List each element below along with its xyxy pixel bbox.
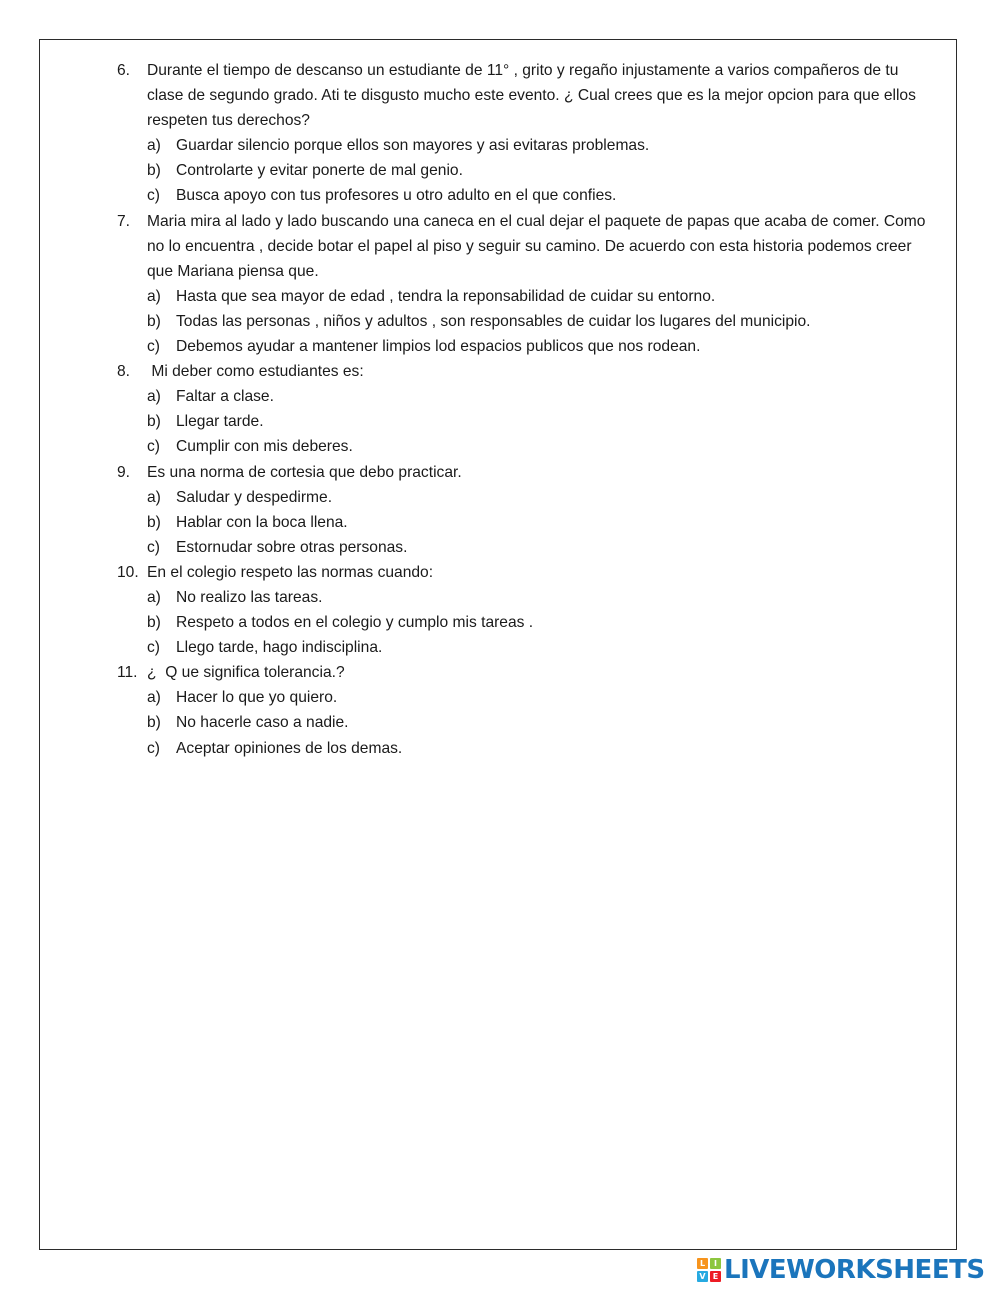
- question-11: [117, 660, 937, 760]
- answer-option[interactable]: [147, 610, 937, 635]
- option-text: Debemos ayudar a mantener limpios lod espacios publicos que nos rodean.: [176, 338, 701, 356]
- logo-tile: V: [697, 1271, 708, 1282]
- option-text: Hablar con la boca llena.: [176, 513, 348, 531]
- option-text: Cumplir con mis deberes.: [176, 438, 353, 456]
- question-text: En el colegio respeto las normas cuando:: [147, 563, 434, 581]
- answer-option[interactable]: [147, 434, 937, 459]
- question-9: [117, 460, 937, 560]
- logo-tile: I: [710, 1258, 721, 1269]
- option-letter: b): [147, 714, 161, 732]
- answer-option[interactable]: [147, 535, 937, 560]
- option-letter: b): [147, 513, 161, 531]
- answer-option[interactable]: [147, 158, 937, 183]
- logo-tile: L: [697, 1258, 708, 1269]
- answer-option[interactable]: [147, 485, 937, 510]
- question-10: [117, 560, 937, 660]
- option-letter: a): [147, 388, 161, 406]
- question-text: Maria mira al lado y lado buscando una caneca en el cual dejar el paquete de papas que acaba de comer. Como no lo encuentra , decide botar el papel al piso y seguir su camino. De acuerdo con esta historia podemos creer que Mariana piensa que.: [147, 212, 926, 280]
- question-number: 8.: [117, 363, 131, 381]
- option-text: Controlarte y evitar ponerte de mal genio.: [176, 162, 463, 180]
- option-text: Hasta que sea mayor de edad , tendra la reponsabilidad de cuidar su entorno.: [176, 287, 716, 305]
- question-6: [117, 58, 937, 209]
- option-text: Estornudar sobre otras personas.: [176, 538, 408, 556]
- option-letter: a): [147, 588, 161, 606]
- question-text: ¿ Q ue significa tolerancia.?: [147, 664, 345, 682]
- question-8: [117, 359, 937, 459]
- option-text: Faltar a clase.: [176, 388, 274, 406]
- answer-option[interactable]: [147, 736, 937, 761]
- option-text: No realizo las tareas.: [176, 588, 323, 606]
- option-text: Todas las personas , niños y adultos , son responsables de cuidar los lugares del municipio.: [176, 312, 811, 330]
- answer-option[interactable]: [147, 384, 937, 409]
- liveworksheets-logo: [697, 1256, 985, 1284]
- option-letter: b): [147, 312, 161, 330]
- option-text: Busca apoyo con tus profesores u otro adulto en el que confies.: [176, 187, 617, 205]
- option-text: Hacer lo que yo quiero.: [176, 689, 338, 707]
- answer-option[interactable]: [147, 685, 937, 710]
- question-number: 9.: [117, 463, 131, 481]
- question-list: [117, 58, 937, 761]
- option-letter: b): [147, 614, 161, 632]
- option-text: Respeto a todos en el colegio y cumplo mis tareas .: [176, 614, 534, 632]
- answer-option[interactable]: [147, 510, 937, 535]
- option-text: Guardar silencio porque ellos son mayores y asi evitaras problemas.: [176, 137, 650, 155]
- question-number: 10.: [117, 563, 139, 581]
- question-number: 11.: [117, 664, 138, 682]
- option-letter: c): [147, 187, 160, 205]
- question-text: Es una norma de cortesia que debo practicar.: [147, 463, 462, 481]
- option-text: No hacerle caso a nadie.: [176, 714, 349, 732]
- option-letter: b): [147, 413, 161, 431]
- answer-option[interactable]: [147, 710, 937, 735]
- liveworksheets-icon: [697, 1258, 721, 1282]
- question-text: Mi deber como estudiantes es:: [147, 363, 364, 381]
- question-7: [117, 209, 937, 360]
- option-text: Saludar y despedirme.: [176, 488, 333, 506]
- answer-option[interactable]: [147, 334, 937, 359]
- answer-option[interactable]: [147, 309, 937, 334]
- question-number: 7.: [117, 212, 131, 230]
- option-letter: c): [147, 739, 160, 757]
- option-text: Llego tarde, hago indisciplina.: [176, 639, 383, 657]
- answer-option[interactable]: [147, 585, 937, 610]
- logo-wordmark: LIVEWORKSHEETS: [724, 1255, 985, 1285]
- answer-option[interactable]: [147, 409, 937, 434]
- option-letter: c): [147, 338, 160, 356]
- answer-option[interactable]: [147, 635, 937, 660]
- option-letter: c): [147, 639, 160, 657]
- answer-option[interactable]: [147, 183, 937, 208]
- option-letter: a): [147, 488, 161, 506]
- option-letter: a): [147, 287, 161, 305]
- option-letter: c): [147, 538, 160, 556]
- logo-tile: E: [710, 1271, 721, 1282]
- option-letter: b): [147, 162, 161, 180]
- option-letter: a): [147, 689, 161, 707]
- question-number: 6.: [117, 62, 131, 79]
- option-letter: a): [147, 137, 161, 155]
- answer-option[interactable]: [147, 133, 937, 158]
- answer-option[interactable]: [147, 284, 937, 309]
- option-text: Aceptar opiniones de los demas.: [176, 739, 403, 757]
- option-text: Llegar tarde.: [176, 413, 264, 431]
- question-text: Durante el tiempo de descanso un estudiante de 11° , grito y regaño injustamente a varios compañeros de tu clase de segundo grado. Ati te disgusto mucho este evento. ¿ Cual crees que es la mejor opcion para que ellos respeten tus derechos?: [147, 62, 916, 130]
- option-letter: c): [147, 438, 160, 456]
